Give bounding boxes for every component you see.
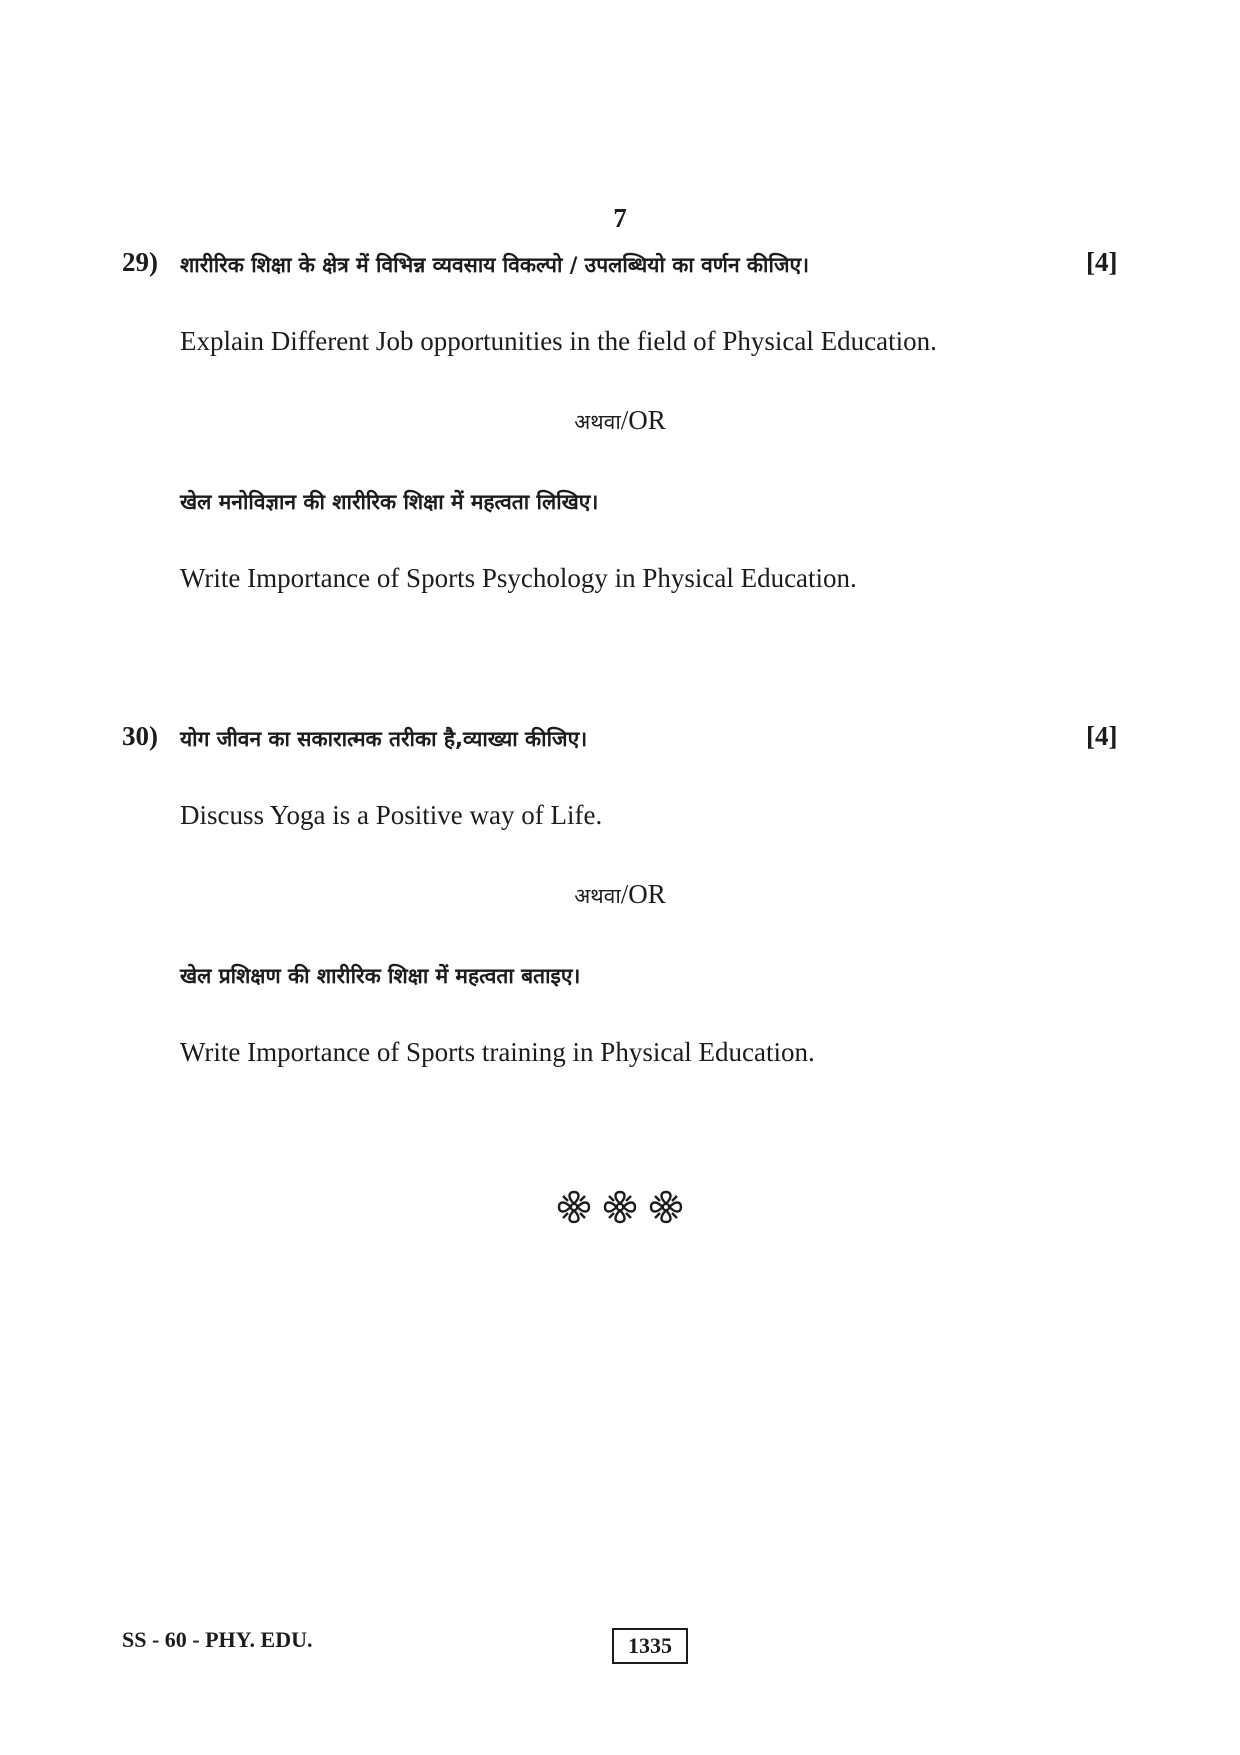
- floral-ornament-icon: [603, 1190, 637, 1224]
- question-30-alt-english: Write Importance of Sports training in Physical Education.: [180, 1037, 815, 1067]
- question-29-alt-hindi: खेल मनोविज्ञान की शारीरिक शिक्षा में महत्वता लिखिए।: [180, 490, 599, 514]
- question-30-or: [0, 879, 1240, 910]
- or-english: /OR: [620, 405, 666, 435]
- floral-ornament-icon: [649, 1190, 683, 1224]
- question-29-marks: [4]: [1086, 247, 1118, 277]
- question-30-hindi: योग जीवन का सकारात्मक तरीका है,व्याख्या कीजिए।: [180, 727, 588, 751]
- question-29-alt-english: Write Importance of Sports Psychology in Physical Education.: [180, 563, 857, 593]
- paper-number-box: 1335: [612, 1628, 688, 1664]
- question-29-hindi: शारीरिक शिक्षा के क्षेत्र में विभिन्न व्यवसाय विकल्पो / उपलब्धियो का वर्णन कीजिए।: [180, 253, 810, 277]
- paper-code: SS - 60 - PHY. EDU.: [122, 1627, 313, 1652]
- end-ornament: [0, 1190, 1240, 1229]
- question-29-number: 29): [122, 247, 158, 277]
- question-29-english: Explain Different Job opportunities in the field of Physical Education.: [180, 326, 937, 356]
- question-30-number: 30): [122, 721, 158, 751]
- or-hindi: अथवा: [574, 884, 621, 908]
- floral-ornament-icon: [557, 1190, 591, 1224]
- or-hindi: अथवा: [574, 410, 621, 434]
- question-29-or: [0, 405, 1240, 436]
- or-english: /OR: [620, 879, 666, 909]
- page-number: 7: [613, 203, 627, 233]
- question-30-alt-hindi: खेल प्रशिक्षण की शारीरिक शिक्षा में महत्वता बताइए।: [180, 964, 581, 988]
- question-30-english: Discuss Yoga is a Positive way of Life.: [180, 800, 603, 830]
- question-30-marks: [4]: [1086, 721, 1118, 751]
